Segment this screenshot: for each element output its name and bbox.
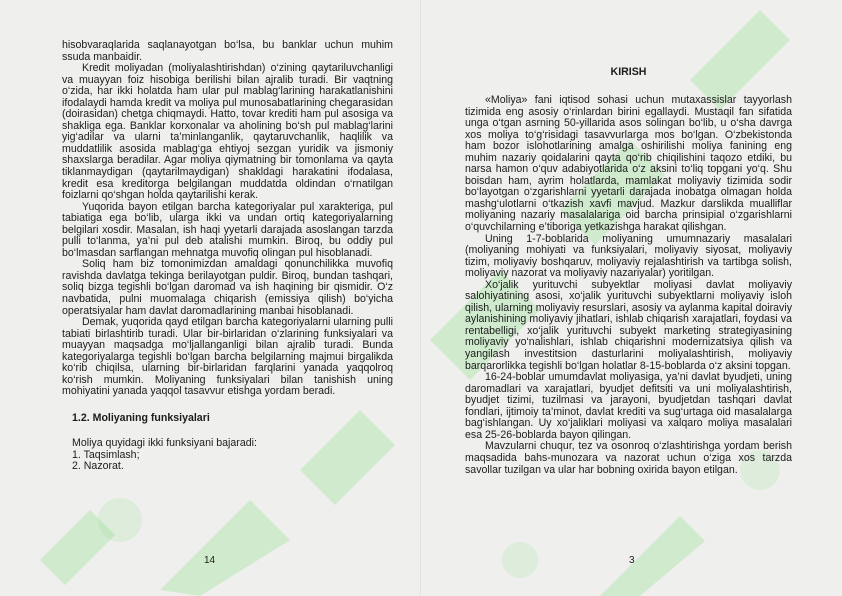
paragraph: hisobvaraqlarida saqlanayotgan bo‘lsa, bu banklar uchun muhim ssuda manbaidir. [62, 39, 393, 63]
list-item: 1. Taqsimlash; [72, 448, 140, 461]
paragraph: Demak, yuqorida qayd etilgan barcha kategoriyalarni ularning pulli tabiati birlashtirib turadi. Ular bir-birlaridan o‘zlarining funksiyalari va muayyan maqsadga mo‘ljallanganligi bilan ajralib turadi. Bunda kategoriyalarga tegishli bo‘lgan barcha belgilarning majmui birgalikda ko‘rib chiqilsa, ularning bir-birlaridan farqlarini yanada yaqqolroq ko‘rish mumkin. Moliyaning funksiyalari bilan tanishish uning mohiyatini yanada yaqqol tasavvur etishga yordam beradi. [62, 316, 393, 398]
paragraph: Xo‘jalik yurituvchi subyektlar moliyasi davlat moliyaviy salohiyatining asosi, xo‘jalik yurituvchi subyektlarni moliyaviy isloh qilish, ularning moliyaviy resurslari, asosiy va aylanma kapital doiraviy aylanishining moliyaviy jihatlari, ishlab chiqarish xarajatlari, foydasi va rentabelligi, xo‘jalik yurituvchi subyekt marketing strategiyasining moliyaviy yo‘nalishlari, ishlab chiqarishni modernizatsiya qilish va yangilash investitsion dasturlarini moliyalashtirish, moliyaviy barqarorlikka tegishli bo‘lgan holatlar 8-15-boblarda o‘z aksini topgan. [465, 278, 792, 372]
paragraph: Yuqorida bayon etilgan barcha kategoriyalar pul xarakteriga, pul tabiatiga ega bo‘lib, ularga ikki va undan ortiq kategoriyalarning belgilari xosdir. Masalan, ish haqi yyetarli darajada asoslangan tarzda pulli to‘lanma, ya’ni pul deb atalishi mumkin. Biroq, bu oddiy pul bo‘lmasdan sarflangan mehnatga muvofiq olingan pul hisoblanadi. [62, 200, 393, 259]
right-page [421, 0, 842, 596]
paragraph: 16-24-boblar umumdavlat moliyasiga, ya’ni davlat byudjeti, uning daromadlari va xarajatlari, byudjet defitsiti va uni moliyalashtirish, byudjet tizimi, tuzilmasi va jarayoni, byudjetdan tashqari davlat fondlari, ijtimoiy ta’minot, davlat krediti va sug‘urtaga oid masalalarga bag‘ishlangan. Uy xo‘jaliklari moliyasi va xalqaro moliya masalalari esa 25-26-boblarda bayon qilingan. [465, 371, 792, 441]
paragraph: Soliq ham biz tomonimizdan amaldagi qonunchilikka muvofiq ravishda davlatga tekinga berilayotgan puldir. Biroq, bundan tashqari, soliq bizga tegishli bo‘lgan daromad va ish haqining bir qismidir. O‘z navbatida, pulni muomalaga chiqarish (emissiya qilish) bo‘yicha operatsiyalar ham davlat daromadlarining manbai hisoblanadi. [62, 258, 393, 317]
page-number: 14 [204, 555, 216, 566]
intro-line: Moliya quyidagi ikki funksiyani bajaradi: [72, 436, 257, 449]
section-heading: 1.2. Moliyaning funksiyalari [72, 411, 210, 424]
list-item: 2. Nazorat. [72, 460, 124, 473]
chapter-title: KIRISH [610, 66, 647, 78]
paragraph: Kredit moliyadan (moliyalashtirishdan) o‘zining qaytariluvchanligi va muayyan foiz hisobiga berilishi bilan ajralib turadi. Bir vaqtning o‘zida, har ikki holatda ham ular pul mablag‘larining harakatlanishini ifodalaydi hamda kredit va moliya pul munosabatlarining chegarasidan (doirasidan) chetga chiqmaydi. Hatto, tovar krediti ham pul asosiga va shakliga ega. Banklar korxonalar va aholining bo‘sh pul mablag‘larini yig‘adilar va ularni ta’minlanganlik, qaytaruvchanlik, haqlilik va muddatlilik asosida mablag‘ga ehtiyoj sezgan yuridik va jismoniy shaxslarga beradilar. Agar moliya qiymatning bir tomonlama va qayta tiklanmaydigan (qaytarilmaydigan) shakldagi harakatini ifodalasa, kredit esa kreditorga belgilangan muddatda oldindan o‘rnatilgan foizlarni qo‘shgan holda qaytarilishi kerak. [62, 62, 393, 202]
paragraph: Uning 1-7-boblarida moliyaning umumnazariy masalalari (moliyaning mohiyati va funksiyalari, moliyaviy siyosat, moliyaviy tizim, moliyaviy boshqaruv, moliyaviy rejalashtirish va tartibga solish, moliyaviy nazorat va moliyaviy nazariyalar) yoritilgan. [465, 232, 792, 280]
paragraph: Mavzularni chuqur, tez va osonroq o‘zlashtirishga yordam berish maqsadida bahs-munozara va nazorat uchun o‘ziga xos tarzda savollar tuzilgan va ular har bobning oxirida bayon etilgan. [465, 440, 792, 476]
page-number: 3 [629, 555, 635, 566]
paragraph: «Moliya» fani iqtisod sohasi uchun mutaxassislar tayyorlash tizimida eng asosiy o‘rinlardan birini egallaydi. Mustaqil fan sifatida unga o‘tgan asrning 50-yillarida asos solingan bo‘lib, u o‘sha davrga xos moliya to‘g‘risidagi tasavvurlarga mos bo‘lgan. O‘zbekistonda ham bozor islohotlarining amalga oshirilishi moliya fanining eng muhim nazariy qoidalarini qayta qo‘rib chiqilishini taqozo etdiki, bu narsa hamon o‘quv adabiyotlarida o‘z aksini to‘liq topgani yo‘q. Shu boisdan ham, ayrim holatlarda, mamlakat moliyaviy tizimida sodir bo‘layotgan o‘zgarishlarni yyetarli darajada inobatga olmagan holda mashg‘ulotlarni o‘tkazish xavfi mavjud. Mazkur darslikda mualliflar moliyaning nazariy masalalariga oid barcha prinsipial o‘zgarishlarni o‘quvchilarning e’tiboriga yetkazishga harakat qilishgan. [465, 94, 792, 234]
